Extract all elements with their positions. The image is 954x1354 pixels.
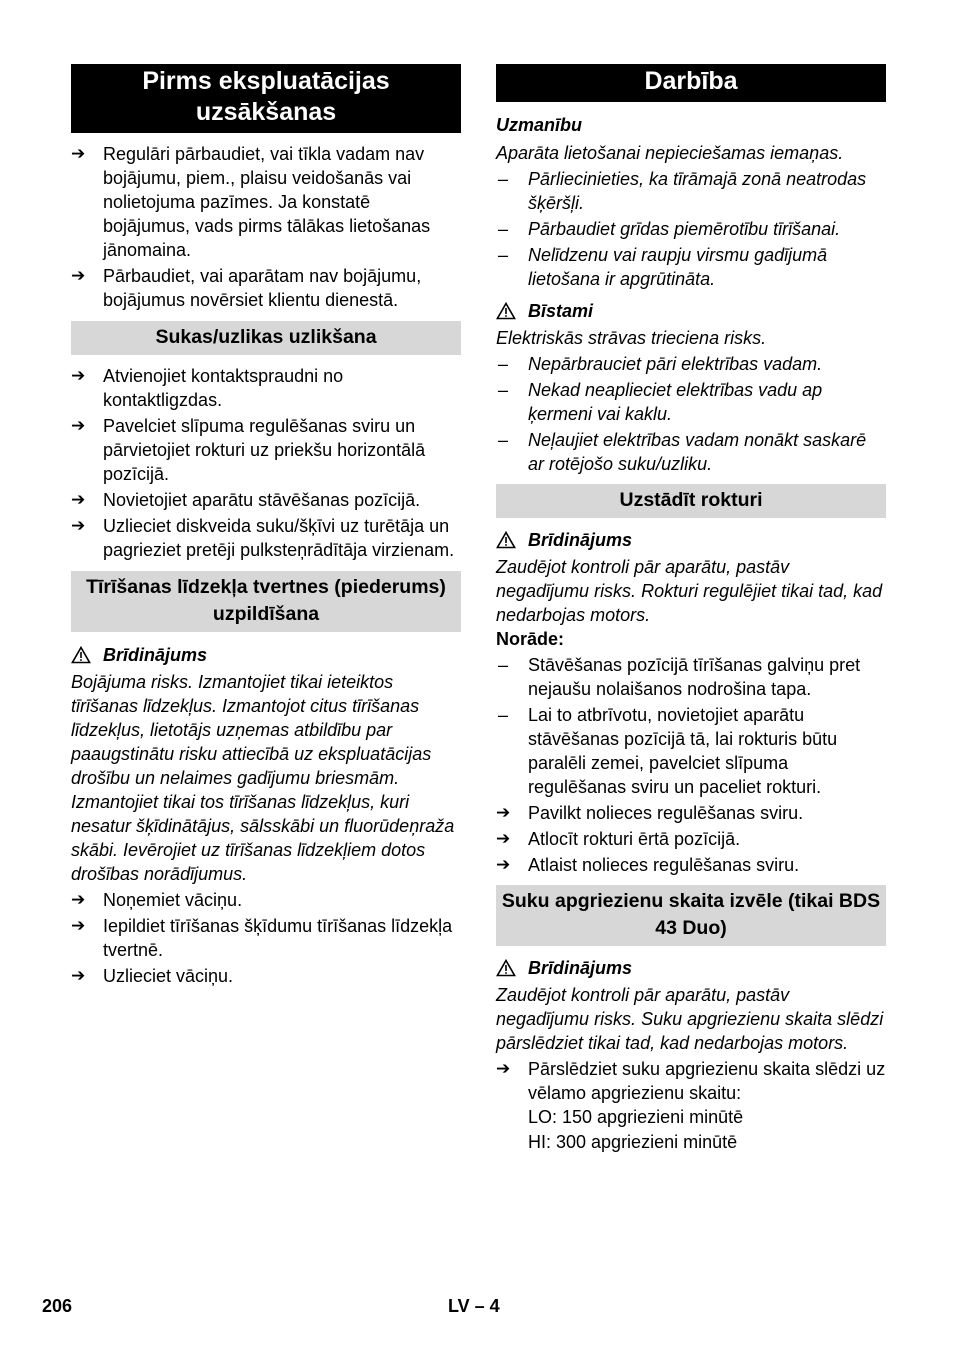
step-item: ➔ Uzlieciet vāciņu.: [71, 966, 234, 986]
arrow-right-icon: ➔: [496, 855, 511, 874]
list-item: – Stāvēšanas pozīcijā tīrīšanas galviņu pret nejaušu nolaišanos nodrošina tapa.: [498, 655, 861, 699]
heading-brush-attach: Sukas/uzlikas uzlikšana: [71, 321, 461, 355]
caution-list: [496, 167, 886, 291]
note-label: Norāde:: [496, 629, 565, 649]
speed-hi: HI: 300 apgriezieni minūtē: [528, 1132, 738, 1152]
warning-heading: Brīdinājums: [496, 528, 886, 552]
arrow-right-icon: ➔: [71, 144, 86, 163]
left-column: [71, 64, 461, 988]
note-list: [496, 653, 886, 799]
step-item: ➔ Pavilkt nolieces regulēšanas sviru.: [496, 803, 804, 823]
list-item: – Neļaujiet elektrības vadam nonākt saskarē ar rotējošo suku/uzliku.: [498, 430, 867, 474]
step-item: ➔ Atlocīt rokturi ērtā pozīcijā.: [496, 829, 741, 849]
warning-heading: Brīdinājums: [71, 643, 461, 667]
right-column: [496, 64, 886, 1155]
step-item: ➔ Pārbaudiet, vai aparātam nav bojājumu, bojājumus novērsiet klientu dienestā.: [71, 266, 422, 310]
list-item: – Pārbaudiet grīdas piemērotību tīrīšanai.: [498, 219, 841, 239]
danger-heading: Bīstami: [496, 299, 886, 323]
arrow-right-icon: ➔: [71, 490, 86, 509]
step-item: ➔ Atvienojiet kontaktspraudni no kontaktligzdas.: [71, 366, 344, 410]
danger-text: Elektriskās strāvas trieciena risks.: [496, 328, 767, 348]
arrow-right-icon: ➔: [71, 366, 86, 385]
list-item: – Nepārbrauciet pāri elektrības vadam.: [498, 354, 823, 374]
warning-heading: Brīdinājums: [496, 956, 886, 980]
intro-steps: [71, 142, 461, 312]
arrow-right-icon: ➔: [71, 266, 86, 285]
step-item: ➔ Uzlieciet diskveida suku/šķīvi uz turētāja un pagrieziet pretēji pulksteņrādītāja virzienam.: [71, 516, 455, 560]
heading-before-use: Pirms ekspluatācijas uzsākšanas: [71, 64, 461, 133]
warning-text: Zaudējot kontroli pār aparātu, pastāv negadījumu risks. Suku apgriezienu skaita slēdzi pārslēdziet tikai tad, kad nedarbojas motors.: [496, 985, 884, 1053]
warning-text: Bojājuma risks. Izmantojiet tikai ieteiktos tīrīšanas līdzekļus. Izmantojot citus tīrīšanas līdzekļus, lietotājs uzņemas atbildību par paaugstinātu risku attiecībā uz ekspluatācijas drošību un nelaimes gadījumu briesmām. Izmantojiet tikai tos tīrīšanas līdzekļus, kuri nesatur šķīdinātājus, sālsskābi un fluorūdeņraža skābi. Ievērojiet uz tīrīšanas līdzekļiem dotos drošības norādījumus.: [71, 672, 455, 884]
warning-triangle-icon: [496, 959, 528, 977]
brush-steps: [71, 364, 461, 562]
step-item: ➔ Pavelciet slīpuma regulēšanas sviru un pārvietojiet rokturi uz priekšu horizontālā pozīcijā.: [71, 416, 426, 484]
step-item: ➔ Regulāri pārbaudiet, vai tīkla vadam nav bojājumu, piem., plaisu veidošanās vai nolietojuma pazīmes. Ja konstatē bojājumus, vads pirms tālākas lietošanas jānomaina.: [71, 144, 431, 260]
heading-operation: Darbība: [496, 64, 886, 102]
step-item: ➔ Novietojiet aparātu stāvēšanas pozīcijā.: [71, 490, 421, 510]
list-item: – Nelīdzenu vai raupju virsmu gadījumā lietošana ir apgrūtināta.: [498, 245, 828, 289]
step-item: ➔ Pārslēdziet suku apgriezienu skaita slēdzi uz vēlamo apgriezienu skaitu:: [496, 1059, 886, 1103]
list-item: – Nekad neaplieciet elektrības vadu ap ķermeni vai kaklu.: [498, 380, 823, 424]
arrow-right-icon: ➔: [71, 966, 86, 985]
danger-list: [496, 352, 886, 476]
arrow-right-icon: ➔: [71, 416, 86, 435]
step-item: ➔ Iepildiet tīrīšanas šķīdumu tīrīšanas līdzekļa tvertnē.: [71, 916, 453, 960]
speed-lo: LO: 150 apgriezieni minūtē: [528, 1107, 744, 1127]
arrow-right-icon: ➔: [71, 890, 86, 909]
arrow-right-icon: ➔: [71, 516, 86, 535]
warning-triangle-icon: [496, 531, 528, 549]
heading-brush-speed: Suku apgriezienu skaita izvēle (tikai BDS 43 Duo): [496, 885, 886, 946]
heading-detergent-tank: Tīrīšanas līdzekļa tvertnes (piederums) uzpildīšana: [71, 571, 461, 632]
list-item: – Lai to atbrīvotu, novietojiet aparātu stāvēšanas pozīcijā tā, lai rokturis būtu paralēli zemei, pavelciet slīpuma regulēšanas sviru un paceliet rokturi.: [498, 705, 838, 797]
section-code: LV – 4: [448, 1296, 500, 1316]
caution-text: Aparāta lietošanai nepieciešamas iemaņas.: [496, 143, 844, 163]
list-item: – Pārliecinieties, ka tīrāmajā zonā neatrodas šķēršļi.: [498, 169, 867, 213]
warning-triangle-icon: [71, 646, 103, 664]
arrow-right-icon: ➔: [496, 803, 511, 822]
detergent-steps: [71, 888, 461, 988]
step-item: ➔ Noņemiet vāciņu.: [71, 890, 243, 910]
step-item: ➔ Atlaist nolieces regulēšanas sviru.: [496, 855, 800, 875]
page-number: 206: [42, 1296, 73, 1316]
handle-steps: [496, 801, 886, 877]
caution-label: Uzmanību: [496, 115, 583, 135]
arrow-right-icon: ➔: [71, 916, 86, 935]
warning-triangle-icon: [496, 302, 528, 320]
arrow-right-icon: ➔: [496, 1059, 511, 1078]
arrow-right-icon: ➔: [496, 829, 511, 848]
warning-text: Zaudējot kontroli pār aparātu, pastāv negadījumu risks. Rokturi regulējiet tikai tad, kad nedarbojas motors.: [496, 557, 883, 625]
heading-handle-setup: Uzstādīt rokturi: [496, 484, 886, 518]
